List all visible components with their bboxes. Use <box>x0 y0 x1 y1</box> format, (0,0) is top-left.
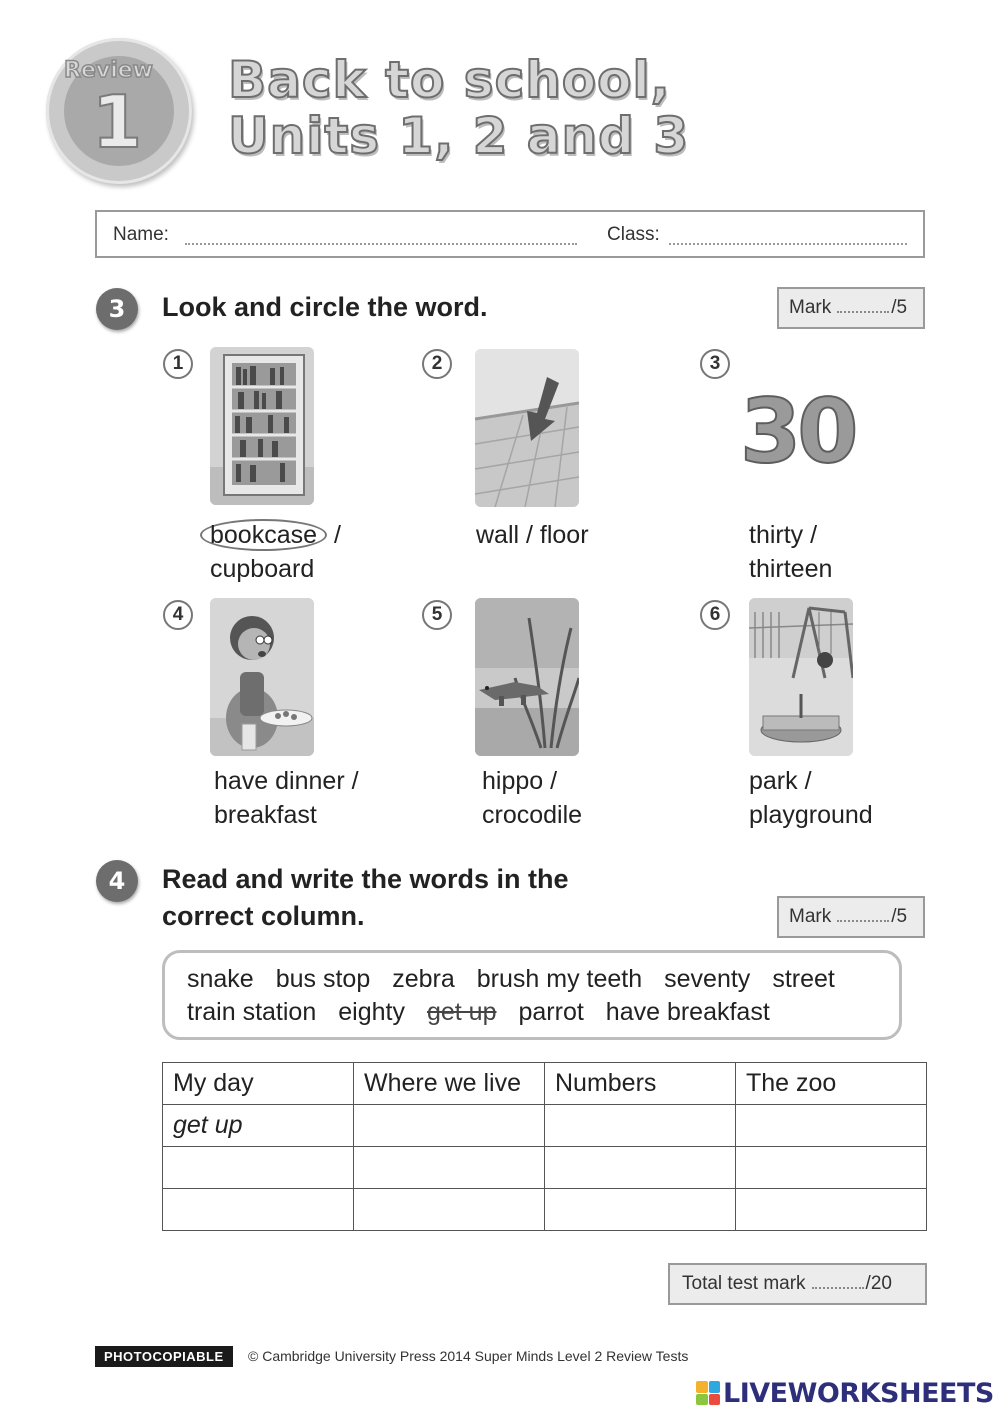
section-4-number: 4 <box>96 860 138 902</box>
item-2-number: 2 <box>422 349 452 379</box>
total-value: /20 <box>865 1273 892 1294</box>
word-eighty: eighty <box>338 998 405 1026</box>
crocodile-picture <box>475 598 579 756</box>
item-4-number: 4 <box>163 600 193 630</box>
column-header-my-day: My day <box>163 1063 354 1105</box>
total-field[interactable] <box>812 1287 864 1289</box>
mark-label: Mark <box>789 297 832 318</box>
mark-field[interactable] <box>837 920 889 922</box>
word-brush-my-teeth: brush my teeth <box>476 965 643 993</box>
brand-text: LIVEWORKSHEETS <box>723 1377 994 1409</box>
photocopiable-label: PHOTOCOPIABLE <box>95 1346 233 1367</box>
name-class-box <box>95 210 925 258</box>
column-header-numbers: Numbers <box>545 1063 736 1105</box>
word-zebra: zebra <box>392 965 455 993</box>
section-4-mark-box <box>777 896 925 938</box>
word-seventy: seventy <box>664 965 751 993</box>
answer-cell[interactable] <box>545 1105 736 1147</box>
total-label: Total test mark <box>682 1273 806 1294</box>
girl-dinner-picture <box>210 598 314 756</box>
name-label: Name: <box>113 224 169 245</box>
item-6-options: park / playground <box>749 767 873 829</box>
column-header-the-zoo: The zoo <box>736 1063 927 1105</box>
answer-cell[interactable] <box>545 1147 736 1189</box>
badge-number: 1 <box>92 80 143 164</box>
floor-arrow-picture <box>475 349 579 507</box>
answer-cell[interactable] <box>354 1105 545 1147</box>
answer-cell[interactable] <box>354 1147 545 1189</box>
section-3-number: 3 <box>96 288 138 330</box>
word-parrot: parrot <box>518 998 584 1026</box>
word-have-breakfast: have breakfast <box>605 998 770 1026</box>
word-get-up-struck: get up <box>426 998 497 1026</box>
item-5-number: 5 <box>422 600 452 630</box>
answer-cell[interactable] <box>163 1189 354 1231</box>
column-header-where-we-live: Where we live <box>354 1063 545 1105</box>
word-bank <box>162 950 902 1040</box>
column-table <box>162 1062 927 1231</box>
item-6-number: 6 <box>700 600 730 630</box>
total-mark-box <box>668 1263 927 1305</box>
title-line-2: Units 1, 2 and 3 <box>228 107 690 165</box>
item-1-options: bookcase / cupboard <box>210 518 341 586</box>
item-5-options: hippo / crocodile <box>482 767 583 829</box>
mark-total: /5 <box>891 906 908 927</box>
badge-word: Review <box>64 58 153 83</box>
answer-cell[interactable] <box>736 1105 927 1147</box>
page-title <box>228 52 689 164</box>
answer-cell[interactable] <box>736 1189 927 1231</box>
table-header-row <box>163 1063 927 1105</box>
playground-picture <box>749 598 853 756</box>
review-badge <box>46 38 196 188</box>
example-cell: get up <box>163 1105 354 1147</box>
item-3-number: 3 <box>700 349 730 379</box>
mark-total: /5 <box>891 297 908 318</box>
item-4-options: have dinner / breakfast <box>214 767 359 829</box>
item-1-option-2[interactable]: cupboard <box>210 555 315 583</box>
liveworksheets-logo-icon <box>696 1381 720 1405</box>
table-row <box>163 1105 927 1147</box>
word-train-station: train station <box>187 998 317 1026</box>
bookcase-picture <box>210 347 314 505</box>
table-row <box>163 1147 927 1189</box>
item-1-number: 1 <box>163 349 193 379</box>
class-label: Class: <box>607 224 660 245</box>
title-line-1: Back to school, <box>228 51 671 109</box>
table-row <box>163 1189 927 1231</box>
name-field[interactable] <box>185 243 577 245</box>
word-bank-line-2 <box>187 998 792 1027</box>
mark-field[interactable] <box>837 311 889 313</box>
section-3-title: Look and circle the word. <box>162 292 488 322</box>
word-bus-stop: bus stop <box>275 965 371 993</box>
answer-cell[interactable] <box>354 1189 545 1231</box>
item-2-options[interactable]: wall / floor <box>476 521 589 549</box>
answer-cell[interactable] <box>163 1147 354 1189</box>
answer-cell[interactable] <box>736 1147 927 1189</box>
word-street: street <box>772 965 835 993</box>
answer-cell[interactable] <box>545 1189 736 1231</box>
circled-answer[interactable]: bookcase <box>200 519 327 551</box>
item-3-options: thirty / thirteen <box>749 521 833 583</box>
word-snake: snake <box>187 965 254 993</box>
number-30-picture: 30 <box>740 380 855 483</box>
word-bank-line-1 <box>187 965 857 994</box>
section-3-mark-box <box>777 287 925 329</box>
liveworksheets-brand[interactable] <box>696 1378 994 1408</box>
copyright-text: © Cambridge University Press 2014 Super Minds Level 2 Review Tests <box>248 1348 689 1364</box>
mark-label: Mark <box>789 906 832 927</box>
class-field[interactable] <box>669 243 907 245</box>
section-4-title: Read and write the words in the correct column. <box>162 864 569 931</box>
